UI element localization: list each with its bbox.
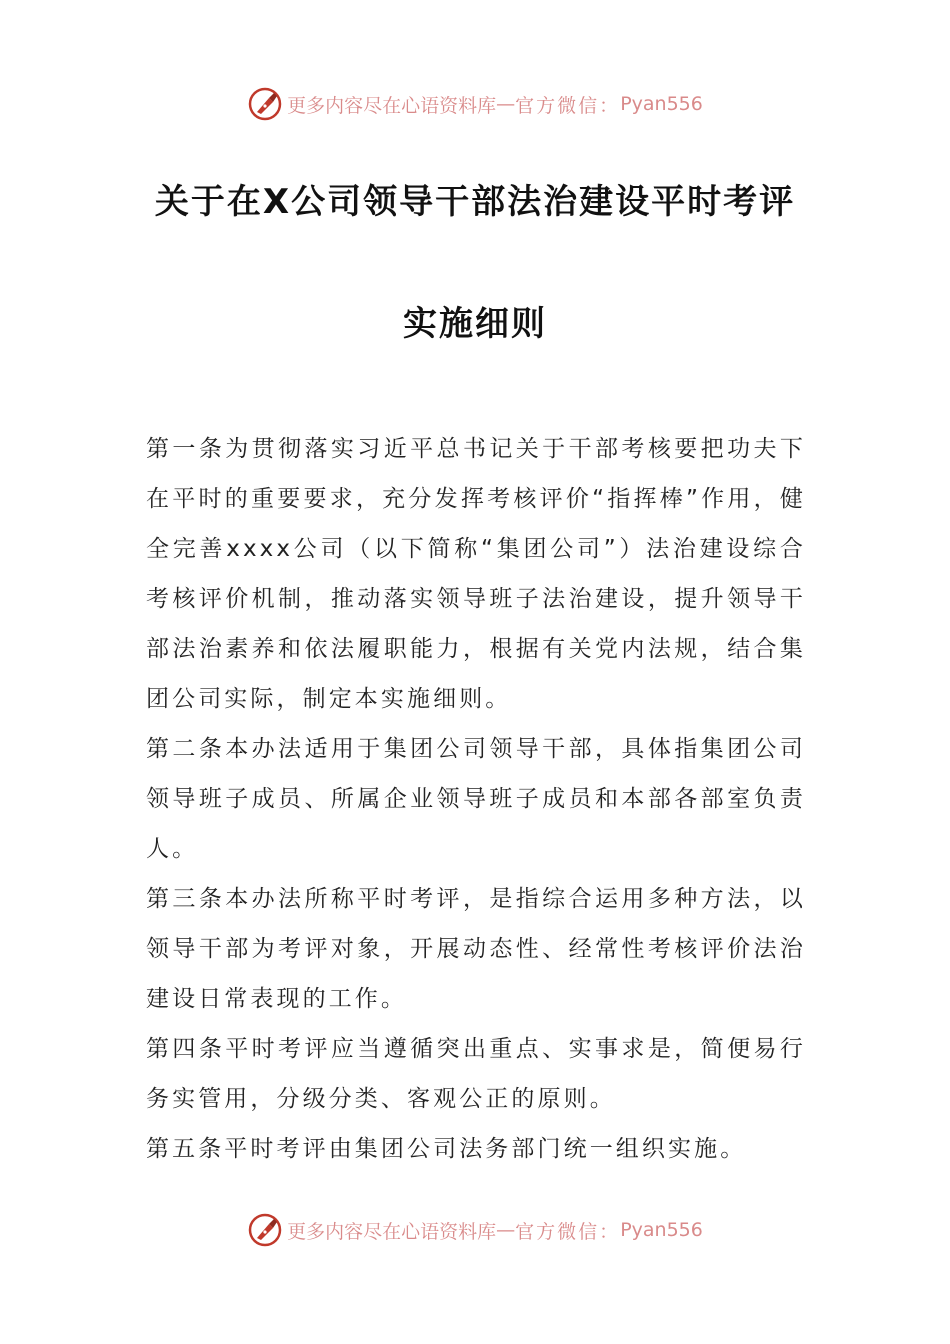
banner-separator: — bbox=[496, 93, 516, 115]
pen-nib-logo-icon bbox=[247, 86, 283, 122]
banner-brand: 更多内容尽在心语资料库 bbox=[287, 1220, 497, 1243]
document-body bbox=[146, 424, 806, 1174]
watermark-banner-bottom bbox=[0, 1210, 950, 1250]
banner-label: 官方微信： bbox=[515, 1220, 621, 1243]
banner-label: 官方微信： bbox=[515, 94, 621, 117]
pen-nib-logo-icon bbox=[247, 1212, 283, 1248]
article-4: 第四条平时考评应当遵循突出重点、实事求是，简便易行务实管用，分级分类、客观公正的原则。 bbox=[146, 1036, 806, 1112]
article-3: 第三条本办法所称平时考评，是指综合运用多种方法，以领导干部为考评对象，开展动态性、经常性考核评价法治建设日常表现的工作。 bbox=[146, 886, 806, 1012]
watermark-banner-top bbox=[0, 84, 950, 124]
banner-account: Pyan556 bbox=[620, 1219, 703, 1241]
banner-separator: — bbox=[496, 1219, 516, 1241]
banner-brand: 更多内容尽在心语资料库 bbox=[287, 94, 497, 117]
banner-account: Pyan556 bbox=[620, 93, 703, 115]
document-title-line-1: 关于在X公司领导干部法治建设平时考评 bbox=[154, 182, 796, 222]
article-2: 第二条本办法适用于集团公司领导干部，具体指集团公司领导班子成员、所属企业领导班子成员和本部各部室负责人。 bbox=[146, 736, 806, 862]
document-title-line-2: 实施细则 bbox=[403, 304, 547, 344]
article-5: 第五条平时考评由集团公司法务部门统一组织实施。 bbox=[146, 1136, 747, 1162]
article-1: 第一条为贯彻落实习近平总书记关于干部考核要把功夫下在平时的重要要求，充分发挥考核评价“指挥棒”作用，健全完善xxxx公司（以下简称“集团公司”）法治建设综合考核评价机制，推动落实领导班子法治建设，提升领导干部法治素养和依法履职能力，根据有关党内法规，结合集团公司实际，制定本实施细则。 bbox=[146, 436, 806, 712]
